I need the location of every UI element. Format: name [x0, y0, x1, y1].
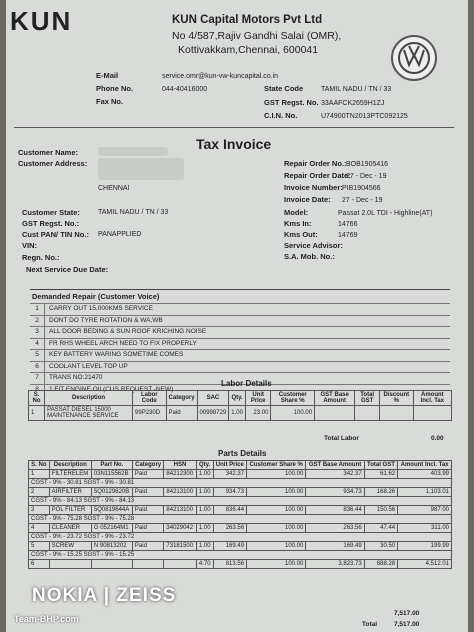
table-cell: 100.00 [271, 406, 315, 421]
table-cell [49, 560, 91, 569]
table-cell: 987.00 [398, 506, 452, 515]
state-code-label: State Code [264, 84, 304, 93]
table-cell: 934.73 [306, 488, 364, 497]
table-cell: 1 [29, 470, 50, 479]
redacted-address [98, 158, 184, 180]
table-row [29, 488, 452, 497]
table-cell: 100.00 [247, 524, 306, 533]
customer-address-label: Customer Address: [18, 159, 88, 168]
table-cell: 5 [29, 542, 50, 551]
model-value: Passat 2.0L TDI - Highline(AT) [338, 210, 433, 217]
table-header-cell: Category [166, 391, 197, 406]
table-cell: 1,103.01 [398, 488, 452, 497]
total-labor-label: Total Labor [324, 435, 359, 442]
invoice-paper [6, 0, 468, 632]
table-cell: 1.00 [196, 542, 213, 551]
table-cell: POL FILTER [49, 506, 91, 515]
table-row [29, 560, 452, 569]
customer-state-label: Customer State: [22, 208, 80, 217]
repair-order-date-label: Repair Order Date: [284, 171, 351, 180]
table-header-cell: Customer Share % [247, 461, 306, 470]
labor-title: Labor Details [221, 379, 272, 388]
state-code-value: TAMIL NADU / TN / 33 [321, 86, 392, 93]
table-cell: 100.00 [247, 470, 306, 479]
table-cell [315, 406, 355, 421]
table-header-cell: Amount Incl. Tax [413, 391, 451, 406]
tax-breakup-row [29, 497, 452, 506]
table-header-cell: S. No [29, 461, 50, 470]
table-cell: 100.00 [247, 488, 306, 497]
fax-label: Fax No. [96, 97, 124, 106]
table-header-cell: Qty. [229, 391, 246, 406]
sa-mob-label: S.A. Mob. No.: [284, 252, 335, 261]
table-cell: 30.50 [364, 542, 397, 551]
table-row [29, 470, 452, 479]
labor-table [28, 390, 452, 421]
table-header-cell: Part No. [91, 461, 132, 470]
customer-pan-value: PANAPPLIED [98, 231, 142, 238]
table-cell: 150.56 [364, 506, 397, 515]
table-cell: 5Q0819644A [91, 506, 132, 515]
table-header-cell: HSN [164, 461, 196, 470]
table-cell [164, 560, 196, 569]
list-item: 7 TRANS NO:21470 [30, 372, 450, 384]
customer-gst-label: GST Regst. No.: [22, 219, 80, 228]
camera-watermark: NOKIA | ZEISS [32, 585, 177, 606]
table-cell: 47.44 [364, 524, 397, 533]
table-row [29, 506, 452, 515]
table-header-cell: Customer Share % [271, 391, 315, 406]
table-cell: 934.73 [213, 488, 247, 497]
model-label: Model: [284, 208, 309, 217]
table-cell: 199.99 [398, 542, 452, 551]
invoice-date-value: 27 - Dec - 19 [342, 197, 383, 204]
tax-breakup-cell: CGST - 9% - 23.72 SGST - 9% - 23.72 [29, 533, 452, 542]
list-item: 8 1 FIT ENGINE OIL(CUS REQUEST -NEW) [30, 384, 450, 396]
table-cell: 2 [29, 488, 50, 497]
kms-out-label: Kms Out: [284, 230, 318, 239]
table-cell: 1 [29, 406, 45, 421]
kms-in-value: 14766 [338, 221, 358, 228]
list-item: 3 ALL DOOR BEDING & SUN ROOF KRICHING NOISE [30, 326, 450, 338]
table-cell: 23.00 [245, 406, 270, 421]
table-cell: 100.00 [247, 506, 306, 515]
total-labor-value: 0.00 [431, 435, 444, 442]
tax-breakup-cell: CGST - 9% - 30.81 SGST - 9% - 30.81 [29, 479, 452, 488]
table-header-cell: Description [45, 391, 133, 406]
list-item: 2 DONT DO TYRE ROTATION & WA,WB [30, 315, 450, 327]
email-label: E-Mail [96, 71, 119, 80]
table-cell: 84213100 [164, 488, 196, 497]
table-cell: 342.37 [213, 470, 247, 479]
table-cell: 1.00 [196, 506, 213, 515]
table-header-cell: SAC [197, 391, 229, 406]
table-cell: 1.00 [196, 470, 213, 479]
invoice-date-label: Invoice Date: [284, 195, 331, 204]
table-header-cell: Total GST [364, 461, 397, 470]
parts-table [28, 460, 452, 569]
vin-label: VIN: [22, 241, 37, 250]
company-city: Kottivakkam,Chennai, 600041 [178, 44, 319, 56]
table-cell: N 90813202 [91, 542, 132, 551]
table-cell: 6 [29, 560, 50, 569]
table-cell: PASSAT DIESEL 15000 MAINTENANCE SERVICE [45, 406, 133, 421]
demanded-repair-heading: Demanded Repair (Customer Voice) [30, 289, 450, 303]
table-cell: 836.44 [306, 506, 364, 515]
table-cell: 311.00 [398, 524, 452, 533]
table-header-cell: Category [132, 461, 164, 470]
table-header-cell: Unit Price [245, 391, 270, 406]
table-header-cell: GST Base Amount [306, 461, 364, 470]
table-cell [91, 560, 132, 569]
table-cell: 169.49 [213, 542, 247, 551]
table-cell: 34029042 [164, 524, 196, 533]
cin-value: U74900TN2013PTC092125 [321, 113, 408, 120]
list-item: 6 COOLANT LEVEL TOP UP [30, 361, 450, 373]
table-cell [132, 560, 164, 569]
table-cell [413, 406, 451, 421]
table-cell: 03N115562B [91, 470, 132, 479]
phone-value: 044-40416000 [162, 86, 208, 93]
table-header-cell: S. No [29, 391, 45, 406]
tax-breakup-cell: CGST - 9% - 15.25 SGST - 9% - 15.25 [29, 551, 452, 560]
table-cell: 813.56 [213, 560, 247, 569]
customer-city: CHENNAI [98, 185, 130, 192]
table-cell: Paid [132, 524, 164, 533]
table-cell: Paid [166, 406, 197, 421]
redacted-name [98, 147, 168, 156]
table-header-cell: Qty. [196, 461, 213, 470]
table-cell: 84212300 [164, 470, 196, 479]
repair-order-date-value: 27 - Dec - 19 [346, 173, 387, 180]
table-cell: SCREW [49, 542, 91, 551]
dealer-logo-text: KUN [10, 6, 73, 36]
kms-out-value: 14769 [338, 232, 358, 239]
table-cell: 4,512.01 [398, 560, 452, 569]
table-cell: 4 [29, 524, 50, 533]
table-cell: 3 [29, 506, 50, 515]
volkswagen-logo-icon [391, 35, 437, 81]
table-header-cell: GST Base Amount [315, 391, 355, 406]
tax-breakup-cell: CGST - 9% - 75.28 SGST - 9% - 75.28 [29, 515, 452, 524]
list-item: 1 CARRY OUT 15,000KMS SERVICE [30, 303, 450, 315]
table-header-cell: Description [49, 461, 91, 470]
tax-breakup-row [29, 533, 452, 542]
table-cell: 1.00 [229, 406, 246, 421]
customer-name-label: Customer Name: [18, 148, 79, 157]
service-advisor-label: Service Advisor: [284, 241, 343, 250]
table-header-cell: Amount Incl. Tax [398, 461, 452, 470]
company-address: No 4/587,Rajiv Gandhi Salai (OMR), [172, 30, 342, 42]
list-item: 5 KEY BATTERY WARING SOMETIME COMES [30, 349, 450, 361]
table-header-cell: Total GST [355, 391, 380, 406]
table-cell: 4.70 [196, 560, 213, 569]
table-row [29, 406, 452, 421]
table-header-cell: Unit Price [213, 461, 247, 470]
table-cell: 3,823.73 [306, 560, 364, 569]
table-cell: 1.00 [196, 488, 213, 497]
table-cell: 263.56 [306, 524, 364, 533]
table-cell: 169.49 [306, 542, 364, 551]
table-cell: 100.00 [247, 560, 306, 569]
cin-label: C.I.N. No. [264, 111, 298, 120]
next-service-label: Next Service Due Date: [26, 265, 109, 274]
kms-in-label: Kms In: [284, 219, 312, 228]
parts-total-value: 7,517.00 [394, 610, 420, 617]
table-cell: 84213100 [164, 506, 196, 515]
invoice-title: Tax Invoice [196, 136, 272, 152]
table-cell: 00998729 [197, 406, 229, 421]
table-cell: Paid [132, 542, 164, 551]
table-header-cell: Labor Code [133, 391, 167, 406]
table-row [29, 542, 452, 551]
table-header-cell: Discount % [380, 391, 414, 406]
table-cell: AIRFILTER [49, 488, 91, 497]
grand-total-label: Total [362, 621, 378, 628]
table-cell [355, 406, 380, 421]
table-cell: 1.00 [196, 524, 213, 533]
company-name: KUN Capital Motors Pvt Ltd [172, 14, 323, 26]
table-cell: 836.44 [213, 506, 247, 515]
invoice-number-label: Invoice Number: [284, 183, 343, 192]
repair-order-no-label: Repair Order No.: [284, 159, 347, 168]
table-cell: Paid [132, 470, 164, 479]
table-cell: FILTERELEM [49, 470, 91, 479]
table-cell [380, 406, 414, 421]
table-cell: 688.28 [364, 560, 397, 569]
table-cell: 100.00 [247, 542, 306, 551]
table-cell: Paid [132, 506, 164, 515]
header-divider [14, 127, 454, 128]
site-watermark: Team-BHP.com [14, 614, 79, 624]
repair-order-no-value: BOB1905416 [346, 161, 389, 168]
table-cell: 168.26 [364, 488, 397, 497]
gst-value: 33AAFCK2659H1ZJ [321, 100, 385, 107]
phone-label: Phone No. [96, 84, 134, 93]
table-cell: 61.62 [364, 470, 397, 479]
table-cell: 342.37 [306, 470, 364, 479]
table-cell: 403.99 [398, 470, 452, 479]
parts-title: Parts Details [218, 449, 267, 458]
table-cell: 263.56 [213, 524, 247, 533]
table-cell: G 052164M1 [91, 524, 132, 533]
tax-breakup-row [29, 479, 452, 488]
customer-pan-label: Cust PAN/ TIN No.: [22, 230, 89, 239]
table-cell: 5Q0129620B [91, 488, 132, 497]
list-item: 4 FR RHS WHEEL ARCH NEED TO FIX PROPERLY [30, 338, 450, 350]
regn-label: Regn. No.: [22, 253, 60, 262]
grand-total-value: 7,517.00 [394, 621, 420, 628]
gst-label: GST Regst. No. [264, 98, 319, 107]
table-cell: Paid [132, 488, 164, 497]
email-value: service.omr@kun-vw-kuncapital.co.in [162, 73, 279, 80]
table-cell: CLEANER [49, 524, 91, 533]
table-row [29, 524, 452, 533]
table-cell: 99P230D [133, 406, 167, 421]
tax-breakup-row [29, 515, 452, 524]
table-cell: 73181500 [164, 542, 196, 551]
tax-breakup-cell: CGST - 9% - 84.13 SGST - 9% - 84.13 [29, 497, 452, 506]
tax-breakup-row [29, 551, 452, 560]
customer-state-value: TAMIL NADU / TN / 33 [98, 209, 169, 216]
invoice-number-value: PIB1904566 [342, 185, 381, 192]
